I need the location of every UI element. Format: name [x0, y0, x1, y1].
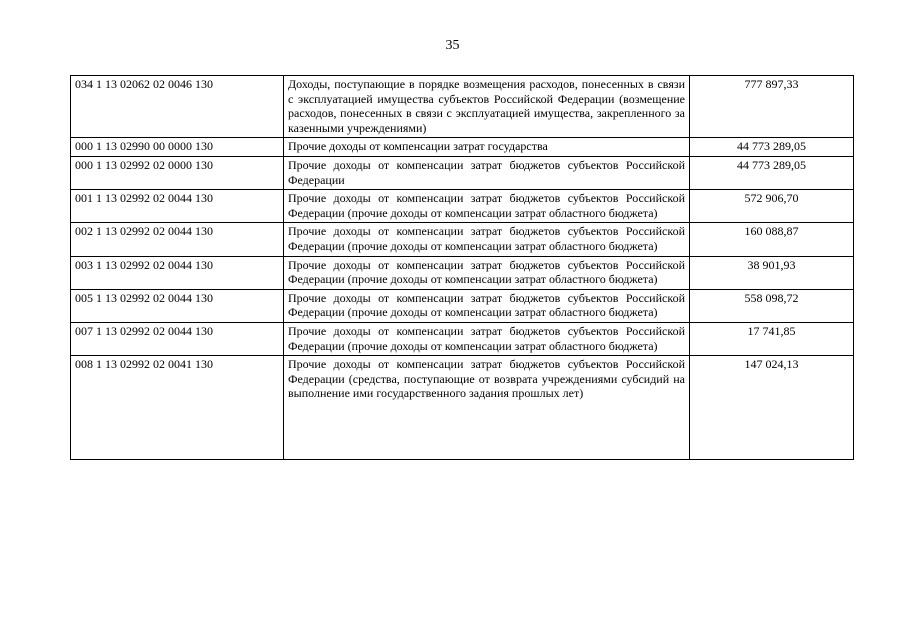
amount-cell: 160 088,87: [690, 223, 854, 256]
amount-cell: 147 024,13: [690, 356, 854, 460]
revenue-name-cell: Прочие доходы от компенсации затрат бюджетов субъектов Российской Федерации (прочие доходы от компенсации затрат областного бюджета): [284, 190, 690, 223]
table-row: [71, 138, 854, 157]
revenue-name-cell: Прочие доходы от компенсации затрат бюджетов субъектов Российской Федерации (средства, поступающие от возврата учреждениями субсидий на выполнение ими государственного задания прошлых лет): [284, 356, 690, 460]
amount-cell: 777 897,33: [690, 76, 854, 138]
budget-code-cell: 000 1 13 02992 02 0000 130: [71, 156, 284, 189]
table-row: [71, 289, 854, 322]
revenue-name-cell: Прочие доходы от компенсации затрат бюджетов субъектов Российской Федерации (прочие доходы от компенсации затрат областного бюджета): [284, 223, 690, 256]
revenue-name-cell: Прочие доходы от компенсации затрат бюджетов субъектов Российской Федерации (прочие доходы от компенсации затрат областного бюджета): [284, 322, 690, 355]
budget-code-cell: 008 1 13 02992 02 0041 130: [71, 356, 284, 460]
revenue-name-cell: Прочие доходы от компенсации затрат бюджетов субъектов Российской Федерации (прочие доходы от компенсации затрат областного бюджета): [284, 256, 690, 289]
revenue-name-cell: Доходы, поступающие в порядке возмещения расходов, понесенных в связи с эксплуатацией имущества субъектов Российской Федерации (возмещение расходов, понесенных в связи с эксплуатацией имущества, закрепленного за казенными учреждениями): [284, 76, 690, 138]
amount-cell: 44 773 289,05: [690, 156, 854, 189]
table-row: [71, 156, 854, 189]
table-row: [71, 256, 854, 289]
budget-code-cell: 007 1 13 02992 02 0044 130: [71, 322, 284, 355]
revenue-name-cell: Прочие доходы от компенсации затрат бюджетов субъектов Российской Федерации (прочие доходы от компенсации затрат областного бюджета): [284, 289, 690, 322]
budget-code-cell: 001 1 13 02992 02 0044 130: [71, 190, 284, 223]
table-row: [71, 356, 854, 460]
budget-code-cell: 003 1 13 02992 02 0044 130: [71, 256, 284, 289]
amount-cell: 38 901,93: [690, 256, 854, 289]
budget-code-cell: 002 1 13 02992 02 0044 130: [71, 223, 284, 256]
revenue-name-cell: Прочие доходы от компенсации затрат бюджетов субъектов Российской Федерации: [284, 156, 690, 189]
page-number: 35: [445, 38, 460, 53]
amount-cell: 44 773 289,05: [690, 138, 854, 157]
amount-cell: 17 741,85: [690, 322, 854, 355]
budget-code-cell: 005 1 13 02992 02 0044 130: [71, 289, 284, 322]
budget-code-cell: 034 1 13 02062 02 0046 130: [71, 76, 284, 138]
table-row: [71, 76, 854, 138]
revenue-name-cell: Прочие доходы от компенсации затрат государства: [284, 138, 690, 157]
table-row: [71, 322, 854, 355]
table-row: [71, 190, 854, 223]
amount-cell: 558 098,72: [690, 289, 854, 322]
table-row: [71, 223, 854, 256]
amount-cell: 572 906,70: [690, 190, 854, 223]
budget-code-cell: 000 1 13 02990 00 0000 130: [71, 138, 284, 157]
revenue-table: [70, 75, 854, 460]
